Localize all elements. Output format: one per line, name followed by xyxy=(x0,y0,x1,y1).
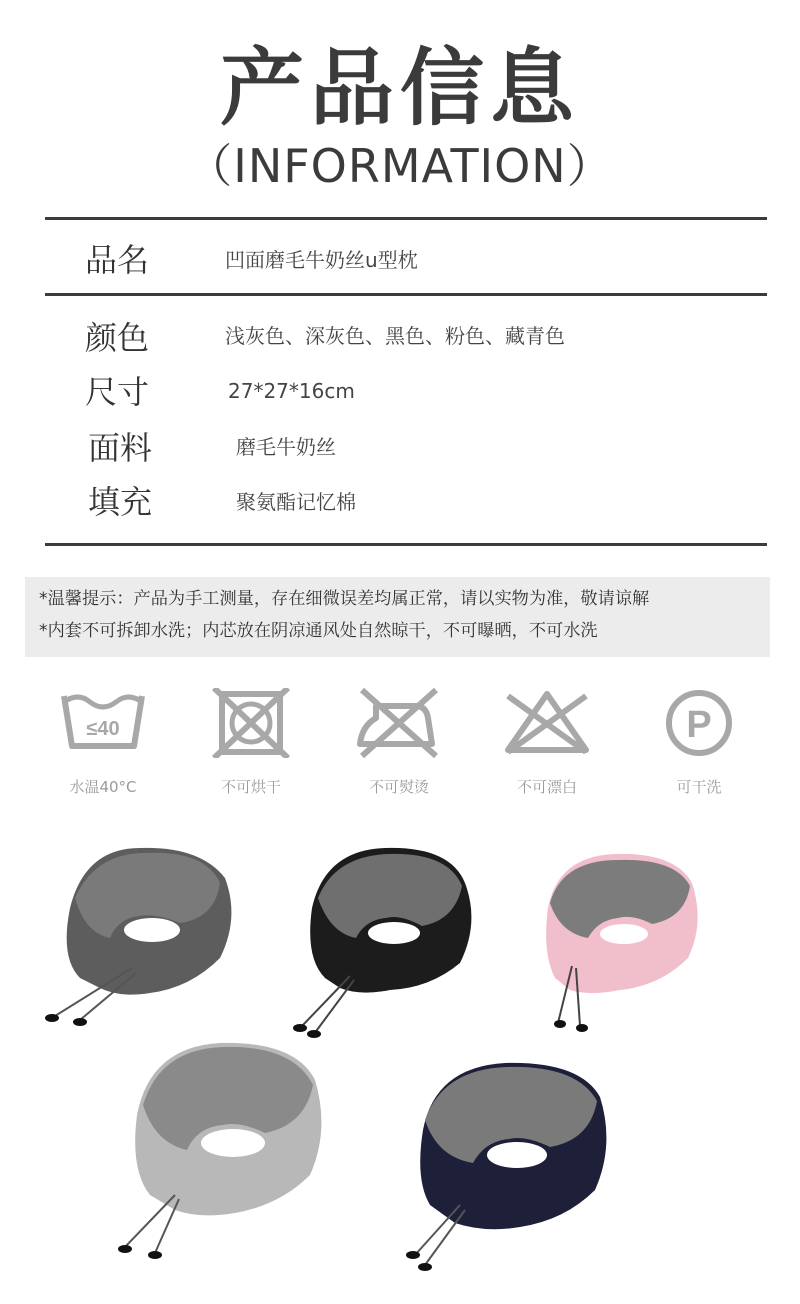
dry-clean-icon xyxy=(654,688,744,758)
care-no-tumble-dry xyxy=(186,688,316,797)
divider-mid xyxy=(45,293,767,296)
care-no-iron xyxy=(334,688,464,797)
care-label: 水温40°C xyxy=(69,778,137,796)
spec-label-fabric: 面料 xyxy=(88,429,153,467)
pillow-image-black xyxy=(290,838,490,1038)
spec-label-color: 颜色 xyxy=(85,319,150,357)
spec-value-fabric: 磨毛牛奶丝 xyxy=(236,435,336,459)
care-dry-clean xyxy=(634,688,764,797)
spec-label-filling: 填充 xyxy=(88,483,153,521)
pillow-image-light-gray xyxy=(115,1035,335,1265)
page-subtitle: （INFORMATION） xyxy=(186,139,614,193)
care-no-bleach xyxy=(482,688,612,797)
divider-top xyxy=(45,217,767,220)
care-label: 不可漂白 xyxy=(516,778,577,796)
spec-value-name: 凹面磨毛牛奶丝u型枕 xyxy=(225,248,418,272)
care-label: 不可熨烫 xyxy=(368,778,429,796)
spec-label-size: 尺寸 xyxy=(85,373,150,411)
svg-text:P: P xyxy=(686,704,712,746)
spec-value-color: 浅灰色、深灰色、黑色、粉色、藏青色 xyxy=(225,324,565,348)
no-iron-icon xyxy=(354,688,444,758)
page-title: 产品信息 xyxy=(219,39,580,137)
no-tumble-dry-icon xyxy=(206,688,296,758)
no-bleach-icon xyxy=(502,688,592,758)
pillow-image-dark-gray xyxy=(40,838,240,1028)
notes-panel xyxy=(25,577,770,657)
svg-text:≤40: ≤40 xyxy=(86,718,120,740)
spec-label-name: 品名 xyxy=(85,241,150,279)
note-line: *内套不可拆卸水洗；内芯放在阴凉通风处自然晾干，不可曝晒，不可水洗 xyxy=(39,621,598,641)
divider-bottom xyxy=(45,543,767,546)
pillow-image-pink xyxy=(540,848,710,1038)
wash-40-icon xyxy=(58,688,148,758)
pillow-image-navy xyxy=(405,1055,620,1280)
care-label: 不可烘干 xyxy=(220,778,281,796)
spec-value-size: 27*27*16cm xyxy=(228,379,355,403)
care-label: 可干洗 xyxy=(676,778,722,796)
spec-value-filling: 聚氨酯记忆棉 xyxy=(236,490,356,514)
care-wash-40 xyxy=(38,688,168,797)
note-line: *温馨提示：产品为手工测量，存在细微误差均属正常，请以实物为准，敬请谅解 xyxy=(39,589,650,609)
